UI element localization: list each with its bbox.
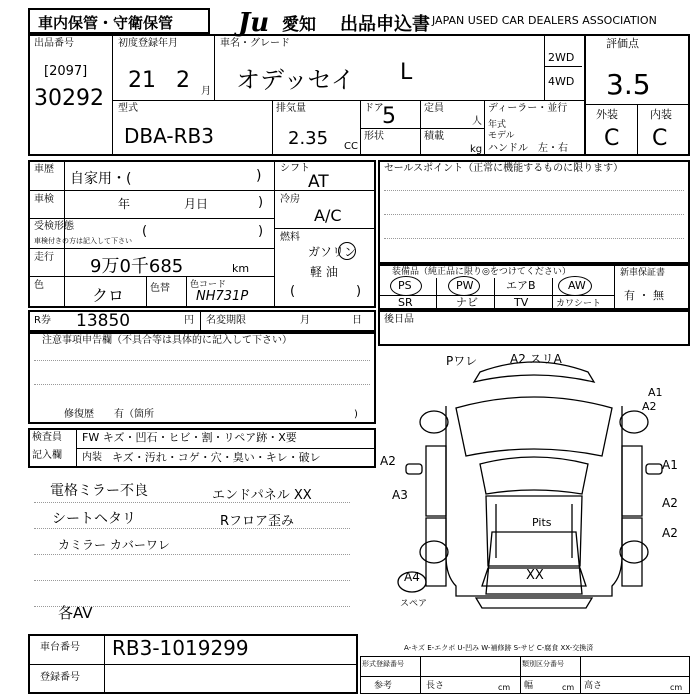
storage-tag-box [28,8,210,34]
mirror-left [406,464,422,474]
shape-label: 形状 [364,131,384,142]
repair-close: ) [354,409,358,420]
interior-label: 内装 [650,108,672,121]
lot-label: 出品番号 [34,38,74,49]
wheel-fr [620,411,648,433]
color-code: NH731P [196,289,249,304]
storage-tag: 車内保管・守衛保管 [38,14,174,32]
mileage-value: 9万0千685 [90,256,184,277]
mileage-unit: km [232,262,250,275]
fuel-diesel: 軽 油 [310,265,338,279]
equip-ps: PS [398,279,412,292]
association-name: JAPAN USED CAR DEALERS ASSOCIATION [432,14,657,27]
color-change-label: 色替 [150,283,170,294]
mileage-label: 走行 [34,252,54,263]
note-av: 各AV [58,604,93,622]
equip-airbag: エアB [506,279,536,292]
fuel-paren-close: ) [356,284,362,299]
windshield [480,457,588,494]
equipment-label: 装備品（純正品に限り◎をつけてください） [392,267,571,277]
inspection-year: 年 [118,197,131,211]
length-label: 長さ [426,681,445,691]
dealer-label: ディーラー・並行 [488,103,568,114]
fw-row: FW キズ・凹石・ヒビ・割・リペア跡・X要 [82,431,297,444]
equip-sr: SR [398,296,413,309]
receipt-close: ) [258,224,264,239]
left-rear-door [426,518,446,586]
left-front-door [426,446,446,516]
history-value: 自家用・( [70,171,132,187]
note-mirror: 電格ミラー不良 [50,483,148,499]
doors-label: ドア [364,103,384,114]
height-unit: cm [670,683,683,692]
handle-label: ハンドル [488,143,528,154]
logo-mark: Ju [238,8,270,38]
inspection-month: 月日 [184,197,209,211]
mark-right-a2-top: A2 [642,400,657,413]
mark-rear-xx: XX [526,568,544,583]
mark-right-a2-mid: A2 [662,496,678,510]
note-mirror-cover: カミラー カバーワレ [58,538,170,552]
mark-right-a1-top: A1 [648,386,663,399]
history-close: ) [256,168,262,184]
mark-p-crack: Pワレ [446,354,478,368]
inspection-label: 車検 [34,194,54,205]
note-seat: シートヘタリ [52,511,136,527]
exterior-grade: C [604,126,620,151]
frame-label-2: 類別区分番号 [522,660,564,668]
note-floor: Rフロア歪み [220,514,295,529]
wheel-fl [420,411,448,433]
warranty-value: 有 ・ 無 [624,289,664,302]
load-label: 積載 [424,131,444,142]
recycle-value: 13850 [76,311,131,331]
mark-right-a1: A1 [662,458,678,472]
inspector-label-2: 記入欄 [32,450,62,461]
drive-2wd: 2WD [548,51,575,64]
car-diagram [376,346,692,662]
color-label: 色 [34,280,44,291]
mirror-right [646,464,662,474]
score-label: 評価点 [606,37,639,50]
notes-label: 注意事項申告欄（不具合等は具体的に記入して下さい） [42,335,292,346]
displacement-value: 2.35 [288,128,329,149]
first-reg-year: 21 [128,68,156,93]
mark-left-a3: A3 [392,488,408,502]
handle-value: 左・右 [538,143,568,154]
load-unit: kg [470,144,483,155]
equip-seat: カワシート [556,299,602,309]
mark-pits: Pits [532,516,552,529]
equip-pw: PW [456,279,474,292]
fuel-label: 燃料 [280,232,300,243]
fuel-gas-circle [338,242,356,260]
repair-value: 有（箇所 [114,409,154,420]
repair-label: 修復歴 [64,409,94,420]
damage-legend: A-キズ E-エクボ U-凹み W-補修跡 S-サビ C-腐食 XX-交換済 [404,644,594,652]
equip-ps-circle [390,276,422,296]
interior-row: キズ・汚れ・コゲ・穴・臭い・キレ・破レ [112,451,321,464]
sheet-title: 出品申込書 [340,14,430,35]
reference-label: 参考 [374,681,393,691]
displacement-unit: CC [344,141,358,152]
capacity-label: 定員 [424,103,444,114]
name-change-day: 日 [352,315,362,326]
fuel-gas: ガソリン [308,245,357,259]
model-label: 型式 [118,103,138,114]
warranty-label: 新車保証書 [620,268,666,278]
interior-grade: C [652,126,668,151]
capacity-unit: 人 [472,116,482,127]
displacement-label: 排気量 [276,103,306,114]
name-change-label: 名変期限 [206,315,246,326]
exterior-label: 外装 [596,108,618,121]
mark-left-a4: A4 [404,570,420,584]
right-front-door [622,446,642,516]
year-label: 年式 [488,120,507,130]
shift-value: AT [308,172,329,192]
first-reg-unit: 月 [201,86,211,97]
rear-bumper [476,598,592,608]
recycle-unit: 円 [184,315,194,326]
inspector-label-1: 検査員 [32,432,62,443]
equip-aw-circle [558,276,592,296]
cooler-label: 冷房 [280,194,300,205]
wheel-rl [420,541,448,563]
equip-navi: ナビ [456,296,478,309]
mark-right-a2-low: A2 [662,526,678,540]
after-sale-label: 後日品 [384,314,414,325]
equip-pw-circle [448,276,480,296]
model-value: DBA-RB3 [124,124,214,148]
name-change-month: 月 [300,315,310,326]
drive-4wd: 4WD [548,75,575,88]
inspection-close: ) [258,195,264,210]
after-sale-box [378,310,690,346]
note-end-panel: エンドパネル XX [212,488,312,503]
mark-left-a2: A2 [380,454,396,468]
interior-row-label: 内装 [82,452,102,463]
car-grade: L [400,60,413,85]
chassis-label: 車台番号 [40,642,80,653]
receipt-label: 受検形態 [34,221,74,232]
height-label: 高さ [584,681,603,691]
model-year-label: モデル [488,131,515,141]
receipt-sub: 車検付きの方は記入して下さい [34,237,132,245]
roof [486,496,582,566]
cooler-value: A/C [314,206,342,225]
fuel-paren-open: ( [290,284,296,299]
shift-label: シフト [280,163,310,174]
right-rear-door [622,518,642,586]
color-code-label: 色コード [190,280,227,290]
sales-point-label: セールスポイント（正常に機能するものに限ります） [384,163,624,174]
lot-bracket: [2097] [44,64,88,79]
first-reg-label: 初度登録年月 [118,38,178,49]
history-label: 車歴 [34,164,54,175]
wheel-rr [620,541,648,563]
hood [456,397,612,456]
doors-value: 5 [382,104,396,129]
rear-hatch [486,532,582,594]
lot-number: 30292 [34,86,104,111]
reg-label: 登録番号 [40,672,80,683]
color-value: クロ [92,286,125,305]
width-unit: cm [562,683,575,692]
recycle-label: R券 [34,315,51,326]
equip-tv: TV [514,296,529,309]
length-unit: cm [498,683,511,692]
spare-label: スペア [400,599,428,609]
frame-label: 形式登録番号 [362,660,404,668]
receipt-open: ( [142,224,148,239]
width-label: 幅 [524,681,534,691]
equip-aw: AW [568,279,586,292]
chassis-value: RB3-1019299 [112,636,249,660]
first-reg-month: 2 [176,68,190,93]
sales-point-box [378,160,690,264]
logo [238,8,282,36]
mark-front-a2: A2 スリA [510,352,562,366]
org-name: 愛知 [282,15,316,35]
score-value: 3.5 [606,68,651,101]
car-name: オデッセイ [236,66,355,94]
car-name-label: 車名・グレード [220,38,290,49]
